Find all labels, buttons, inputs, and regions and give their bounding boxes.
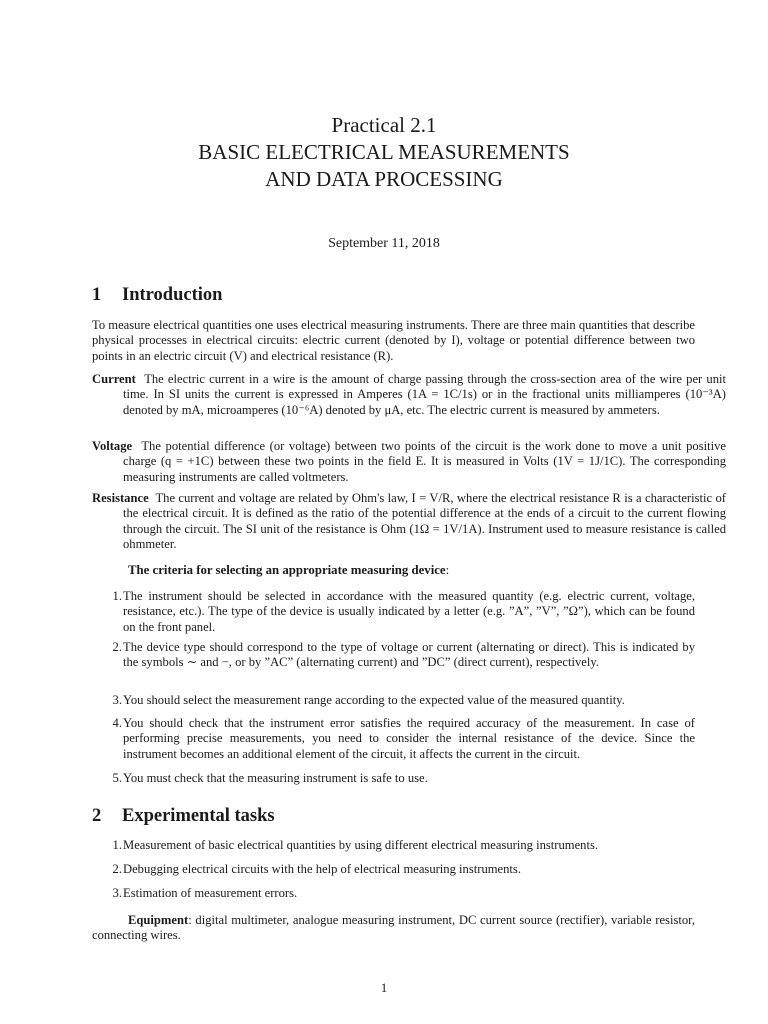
title-line-3: AND DATA PROCESSING xyxy=(265,167,503,191)
list-item-text: You should select the measurement range according to the expected value of the measured quantity. xyxy=(123,693,625,707)
definition-text: The current and voltage are related by Ohm's law, I = V/R, where the electrical resistance R is a characteristic of the electrical circuit. It is defined as the ratio of the potential difference at the ends of a circuit to the current flowing through the circuit. The SI unit of the resistance is Ohm (1Ω = 1V/1A). Instrument used to measure resistance is called ohmmeter. xyxy=(123,491,726,552)
section-2-heading xyxy=(92,806,275,827)
equipment-label: Equipment xyxy=(128,913,189,927)
list-item-text: You should check that the instrument error satisfies the required accuracy of the measurement. In case of performing precise measurements, you need to consider the internal resistance of the device. Since the instrument becomes an additional element of the circuit, it affects the current in the circuit. xyxy=(123,716,695,761)
definition-term: Current xyxy=(92,372,136,386)
definition-term: Resistance xyxy=(92,491,149,505)
section-2-title: Experimental tasks xyxy=(122,806,275,826)
title-line-1: Practical 2.1 xyxy=(331,113,437,137)
page-number: 1 xyxy=(380,981,388,995)
intro-paragraph: To measure electrical quantities one uses electrical measuring instruments. There are three main quantities that describe physical processes in electrical circuits: electric current (denoted by I), voltage or potential difference between two points in an electric circuit (V) and electrical resistance (R). xyxy=(92,318,695,363)
definition-resistance xyxy=(92,491,726,553)
criteria-heading-text: The criteria for selecting an appropriate measuring device xyxy=(128,563,446,577)
criteria-heading xyxy=(128,563,449,578)
list-item-text: Estimation of measurement errors. xyxy=(123,886,298,900)
section-1-number: 1 xyxy=(92,285,102,305)
title-line-2: BASIC ELECTRICAL MEASUREMENTS xyxy=(198,140,570,164)
list-item-text: You must check that the measuring instrument is safe to use. xyxy=(123,771,428,785)
document-title xyxy=(0,112,768,193)
definition-current xyxy=(92,372,726,418)
definition-text: The electric current in a wire is the amount of charge passing through the cross-section area of the wire per unit time. In SI units the current is expressed in Amperes (1A = 1C/1s) or in the fractional units milliamperes (10⁻³A) denoted by mA, microamperes (10⁻⁶A) denoted by μA, etc. The electric current is measured by ammeters. xyxy=(123,372,726,417)
definition-text: The potential difference (or voltage) between two points of the circuit is the work done to move a unit positive charge (q = +1C) between these two points in the field E. It is measured in Volts (1V = 1J/1C). The corresponding measuring instruments are called voltmeters. xyxy=(123,439,727,484)
list-item-text: The device type should correspond to the type of voltage or current (alternating or direct). This is indicated by the symbols ∼ and −, or by ”AC” (alternating current) and ”DC” (direct current), respectively. xyxy=(123,640,695,670)
section-2-number: 2 xyxy=(92,806,102,826)
equipment-paragraph xyxy=(92,913,695,944)
list-item-text: The instrument should be selected in accordance with the measured quantity (e.g. electric current, voltage, resistance, etc.). The type of the device is usually indicated by a letter (e.g. ”A”, ”V”, ”Ω”), which can be found on the front panel. xyxy=(123,589,695,634)
document-page: Practical 2.1 BASIC ELECTRICAL MEASUREMENTS AND DATA PROCESSING September 11, 2018 1 Introduction To measure electrical quantities one uses electrical measuring instruments. There are three main quantities that describe physical processes in electrical circuits: electric current (denoted by I), voltage or potential difference between two points in an electric circuit (V) and electrical resistance (R). Current The electric current in a wire is the amount of charge passing through the cross-section area of the wire per unit time. In SI units the current is expressed in Amperes (1A = 1C/1s) or in the fractional units milliamperes (10⁻³A) denoted by mA, microamperes (10⁻⁶A) denoted by μA, etc. The electric current is measured by ammeters. Voltage The potential difference (or voltage) between two points of the circuit is the work done to move a unit positive charge (q = +1C) between these two points in the field E. It is measured in Volts (1V = 1J/1C). The corresponding measuring instruments are called voltmeters. Resistance The current and voltage are related by Ohm's law, I = V/R, where the electrical resistance R is a characteristic of the electrical circuit. It is defined as the ratio of the potential difference at the ends of a circuit to the current flowing through the circuit. The SI unit of the resistance is Ohm (1Ω = 1V/1A). Instrument used to measure resistance is called ohmmeter. The criteria for selecting an appropriate measuring device: 1. The instrument should be selected in accordance with the measured quantity (e.g. electric current, voltage, resistance, etc.). The type of the device is usually indicated by a letter (e.g. ”A”, ”V”, ”Ω”), which can be found on the front panel. 2. The device type should correspond to the type of voltage or current (alternating or direct). This is indicated by the symbols ∼ and −, or by ”AC” (alternating current) and ”DC” (direct current), respectively. 3. You should select the measurement range according to the expected value of the measured quantity. 4. You should check that the instrument error satisfies the required accuracy of the measurement. In case of performing precise measurements, you need to consider the internal resistance of the device. Since the instrument becomes an additional element of the circuit, it affects the current in the circuit. 5. You must check that the measuring instrument is safe to use. 2 Experimental tasks 1. Measurement of basic electrical quantities by using different electrical measuring instruments. 2. Debugging electrical circuits with the help of electrical measuring instruments. 3. Estimation of measurement errors. Equipment: digital multimeter, analogue measuring instrument, DC current source (rectifier), variable resistor, connecting wires. 1 xyxy=(0,0,768,1024)
equipment-text: : digital multimeter, analogue measuring instrument, DC current source (rectifier), variable resistor, connecting wires. xyxy=(92,913,695,943)
criteria-heading-colon: : xyxy=(445,563,450,577)
document-date: September 11, 2018 xyxy=(328,236,440,251)
section-1-title: Introduction xyxy=(122,285,223,305)
definition-term: Voltage xyxy=(92,439,133,453)
definition-voltage xyxy=(92,439,726,485)
section-1-heading xyxy=(92,285,222,306)
list-item-text: Debugging electrical circuits with the help of electrical measuring instruments. xyxy=(123,862,521,876)
list-item-text: Measurement of basic electrical quantities by using different electrical measuring instruments. xyxy=(123,838,599,852)
